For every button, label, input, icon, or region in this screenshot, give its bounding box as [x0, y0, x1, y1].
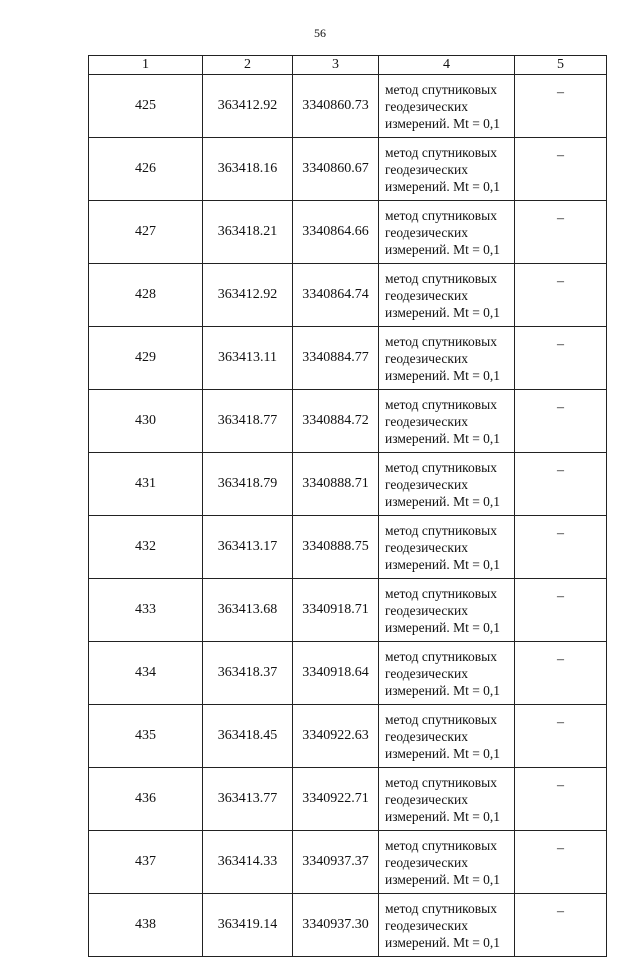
- method-cell: [379, 831, 515, 894]
- note-cell: –: [515, 831, 607, 894]
- method-cell: [379, 138, 515, 201]
- y-coordinate-cell: 3340888.71: [293, 453, 379, 516]
- method-line: геодезических: [385, 917, 468, 933]
- method-line: метод спутниковых: [385, 648, 497, 664]
- table-row: [89, 390, 607, 453]
- table-row: [89, 831, 607, 894]
- x-coordinate-cell: 363413.77: [203, 768, 293, 831]
- header-col-3: 3: [293, 56, 379, 75]
- method-line: геодезических: [385, 98, 468, 114]
- point-number-cell: 429: [89, 327, 203, 390]
- method-cell: [379, 768, 515, 831]
- method-line: метод спутниковых: [385, 207, 497, 223]
- point-number-cell: 438: [89, 894, 203, 957]
- point-number-cell: 432: [89, 516, 203, 579]
- point-number-cell: 426: [89, 138, 203, 201]
- y-coordinate-cell: 3340918.64: [293, 642, 379, 705]
- note-cell: –: [515, 768, 607, 831]
- point-number-cell: 425: [89, 75, 203, 138]
- method-line: метод спутниковых: [385, 522, 497, 538]
- table-row: [89, 768, 607, 831]
- method-cell: [379, 579, 515, 642]
- point-number-cell: 437: [89, 831, 203, 894]
- x-coordinate-cell: 363413.17: [203, 516, 293, 579]
- x-coordinate-cell: 363418.79: [203, 453, 293, 516]
- header-row: [89, 56, 607, 75]
- method-line: метод спутниковых: [385, 333, 497, 349]
- method-line: метод спутниковых: [385, 900, 497, 916]
- method-line: измерений. Mt = 0,1: [385, 808, 501, 824]
- method-line: метод спутниковых: [385, 81, 497, 97]
- header-col-1: 1: [89, 56, 203, 75]
- method-line: геодезических: [385, 476, 468, 492]
- point-number-cell: 431: [89, 453, 203, 516]
- point-number-cell: 433: [89, 579, 203, 642]
- y-coordinate-cell: 3340864.66: [293, 201, 379, 264]
- method-line: измерений. Mt = 0,1: [385, 115, 501, 131]
- x-coordinate-cell: 363418.77: [203, 390, 293, 453]
- y-coordinate-cell: 3340860.67: [293, 138, 379, 201]
- method-line: геодезических: [385, 791, 468, 807]
- y-coordinate-cell: 3340918.71: [293, 579, 379, 642]
- note-cell: –: [515, 516, 607, 579]
- header-col-4: 4: [379, 56, 515, 75]
- method-line: геодезических: [385, 728, 468, 744]
- note-cell: –: [515, 264, 607, 327]
- x-coordinate-cell: 363412.92: [203, 264, 293, 327]
- table-row: [89, 264, 607, 327]
- method-line: метод спутниковых: [385, 144, 497, 160]
- x-coordinate-cell: 363418.16: [203, 138, 293, 201]
- x-coordinate-cell: 363412.92: [203, 75, 293, 138]
- method-line: измерений. Mt = 0,1: [385, 430, 501, 446]
- note-cell: –: [515, 705, 607, 768]
- method-line: метод спутниковых: [385, 774, 497, 790]
- y-coordinate-cell: 3340888.75: [293, 516, 379, 579]
- method-line: измерений. Mt = 0,1: [385, 556, 501, 572]
- method-line: метод спутниковых: [385, 396, 497, 412]
- table-row: [89, 201, 607, 264]
- method-line: измерений. Mt = 0,1: [385, 178, 501, 194]
- method-line: геодезических: [385, 224, 468, 240]
- header-col-5: 5: [515, 56, 607, 75]
- method-line: измерений. Mt = 0,1: [385, 304, 501, 320]
- point-number-cell: 428: [89, 264, 203, 327]
- page-number: 56: [314, 26, 326, 40]
- table-row: [89, 75, 607, 138]
- x-coordinate-cell: 363414.33: [203, 831, 293, 894]
- table-row: [89, 642, 607, 705]
- note-cell: –: [515, 579, 607, 642]
- method-line: измерений. Mt = 0,1: [385, 934, 501, 950]
- table-row: [89, 705, 607, 768]
- point-number-cell: 434: [89, 642, 203, 705]
- point-number-cell: 427: [89, 201, 203, 264]
- x-coordinate-cell: 363418.45: [203, 705, 293, 768]
- method-line: геодезических: [385, 602, 468, 618]
- method-cell: [379, 201, 515, 264]
- y-coordinate-cell: 3340922.63: [293, 705, 379, 768]
- method-cell: [379, 453, 515, 516]
- y-coordinate-cell: 3340922.71: [293, 768, 379, 831]
- x-coordinate-cell: 363419.14: [203, 894, 293, 957]
- note-cell: –: [515, 642, 607, 705]
- method-line: геодезических: [385, 350, 468, 366]
- point-number-cell: 430: [89, 390, 203, 453]
- method-line: геодезических: [385, 539, 468, 555]
- method-line: измерений. Mt = 0,1: [385, 745, 501, 761]
- method-line: метод спутниковых: [385, 585, 497, 601]
- method-cell: [379, 390, 515, 453]
- method-line: измерений. Mt = 0,1: [385, 367, 501, 383]
- table-row: [89, 453, 607, 516]
- method-line: метод спутниковых: [385, 837, 497, 853]
- y-coordinate-cell: 3340864.74: [293, 264, 379, 327]
- method-line: измерений. Mt = 0,1: [385, 493, 501, 509]
- note-cell: –: [515, 390, 607, 453]
- method-line: геодезических: [385, 161, 468, 177]
- y-coordinate-cell: 3340937.37: [293, 831, 379, 894]
- y-coordinate-cell: 3340937.30: [293, 894, 379, 957]
- method-cell: [379, 327, 515, 390]
- table-row: [89, 579, 607, 642]
- method-cell: [379, 516, 515, 579]
- table-row: [89, 138, 607, 201]
- x-coordinate-cell: 363418.21: [203, 201, 293, 264]
- method-cell: [379, 75, 515, 138]
- note-cell: –: [515, 453, 607, 516]
- method-line: измерений. Mt = 0,1: [385, 619, 501, 635]
- x-coordinate-cell: 363413.68: [203, 579, 293, 642]
- method-line: измерений. Mt = 0,1: [385, 241, 501, 257]
- point-number-cell: 436: [89, 768, 203, 831]
- point-number-cell: 435: [89, 705, 203, 768]
- y-coordinate-cell: 3340884.72: [293, 390, 379, 453]
- method-cell: [379, 264, 515, 327]
- y-coordinate-cell: 3340860.73: [293, 75, 379, 138]
- method-line: метод спутниковых: [385, 270, 497, 286]
- method-line: геодезических: [385, 665, 468, 681]
- method-line: геодезических: [385, 854, 468, 870]
- method-line: метод спутниковых: [385, 711, 497, 727]
- x-coordinate-cell: 363413.11: [203, 327, 293, 390]
- coordinates-table: [88, 55, 607, 957]
- method-line: измерений. Mt = 0,1: [385, 682, 501, 698]
- method-cell: [379, 705, 515, 768]
- table-row: [89, 894, 607, 957]
- method-line: измерений. Mt = 0,1: [385, 871, 501, 887]
- table-body: [89, 75, 607, 957]
- x-coordinate-cell: 363418.37: [203, 642, 293, 705]
- method-cell: [379, 642, 515, 705]
- method-line: метод спутниковых: [385, 459, 497, 475]
- table-row: [89, 516, 607, 579]
- method-cell: [379, 894, 515, 957]
- note-cell: –: [515, 327, 607, 390]
- method-line: геодезических: [385, 287, 468, 303]
- note-cell: –: [515, 138, 607, 201]
- note-cell: –: [515, 201, 607, 264]
- note-cell: –: [515, 75, 607, 138]
- y-coordinate-cell: 3340884.77: [293, 327, 379, 390]
- note-cell: –: [515, 894, 607, 957]
- table-row: [89, 327, 607, 390]
- method-line: геодезических: [385, 413, 468, 429]
- header-col-2: 2: [203, 56, 293, 75]
